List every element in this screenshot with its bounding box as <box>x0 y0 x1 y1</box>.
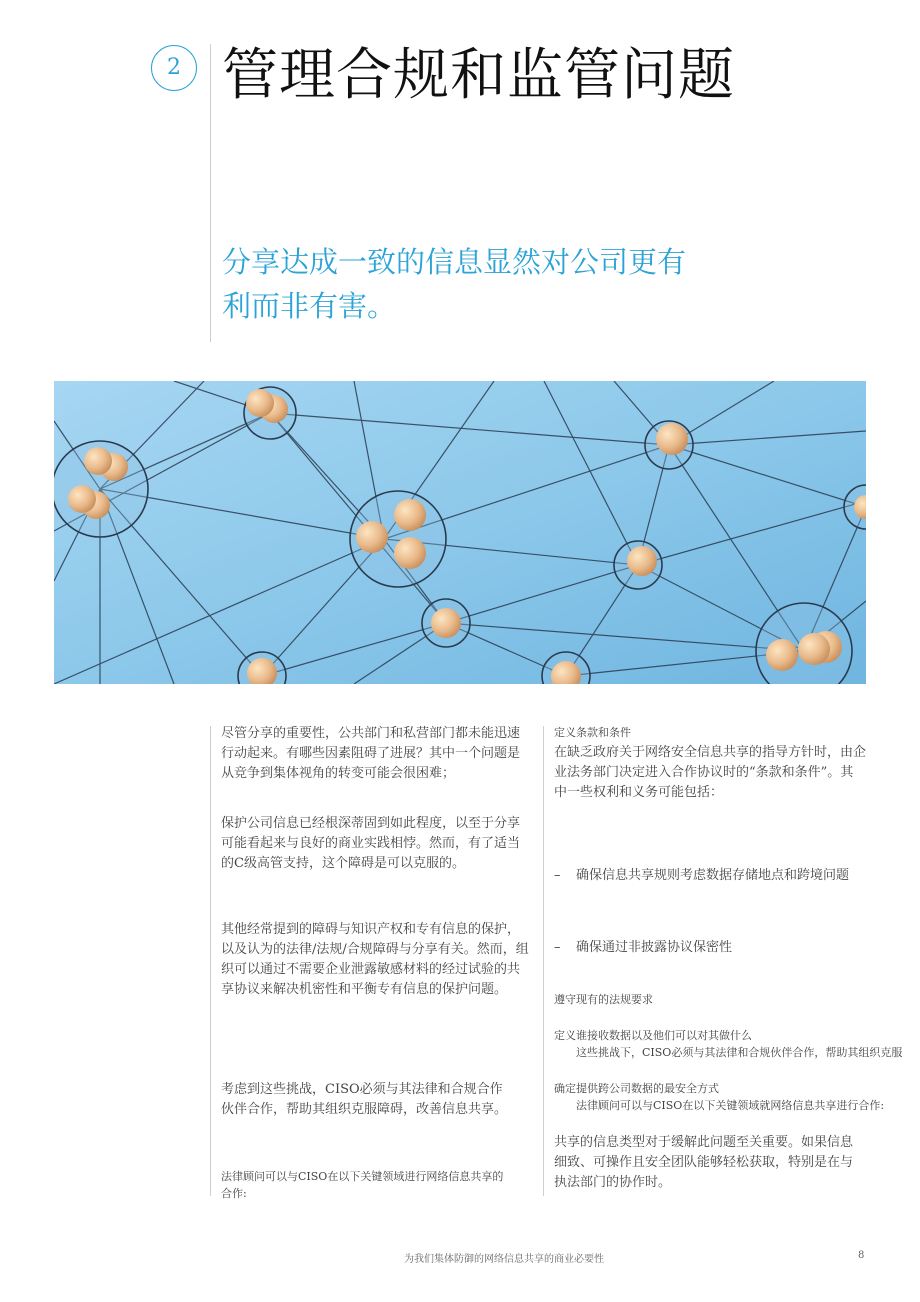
right-paragraph-last: 共享的信息类型对于缓解此问题至关重要。如果信息细致、可操作且安全团队能够轻松获取，特别是在与执法部门的协作时。 <box>554 1135 854 1190</box>
right-paragraph-1: 在缺乏政府关于网络安全信息共享的指导方针时，由企业法务部门决定进入合作协议时的“条款和条件”。其中一些权利和义务可能包括： <box>554 745 867 800</box>
column-divider-left <box>210 726 211 1196</box>
left-paragraph-3: 其他经常提到的障碍与知识产权和专有信息的保护，以及认为的法律/法规/合规障碍与分享有关。然而，组织可以通过不需要企业泄露敏感材料的经过试验的共享协议来解决机密性和平衡专有信息的保护问题。 <box>221 922 529 997</box>
network-hero-image <box>54 381 866 684</box>
header-divider <box>210 44 211 342</box>
bullet-text: 确保信息共享规则考虑数据存储地点和跨境问题 <box>576 868 850 883</box>
left-paragraph-2: 保护公司信息已经根深蒂固到如此程度，以至于分享可能看起来与良好的商业实践相悖。然而，有了适当的C级高管支持，这个障碍是可以克服的。 <box>221 816 521 871</box>
right-heading-recipients: 定义谁接收数据以及他们可以对其做什么 <box>554 1029 752 1042</box>
right-heading-compliance: 遵守现有的法规要求 <box>554 993 653 1006</box>
right-heading-terms: 定义条款和条件 <box>554 726 631 739</box>
network-illustration <box>54 381 866 684</box>
page-title: 管理合规和监管问题 <box>222 43 735 108</box>
bullet-item-1 <box>554 866 854 886</box>
right-indent-text-1: 这些挑战下，CISO必须与其法律和合规伙伴合作，帮助其组织克服 <box>576 1046 903 1059</box>
pull-quote: 分享达成一致的信息显然对公司更有利而非有害。 <box>222 245 687 323</box>
page-number: 8 <box>858 1250 865 1261</box>
bullet-dash: – <box>554 940 561 955</box>
bullet-text: 确保通过非披露协议保密性 <box>576 940 733 955</box>
bullet-item-2 <box>554 938 854 958</box>
section-number-badge: 2 <box>151 45 197 91</box>
left-paragraph-4: 考虑到这些挑战，CISO必须与其法律和合规合作伙伴合作，帮助其组织克服障碍，改善信息共享。 <box>221 1082 508 1117</box>
bullet-dash: – <box>554 868 561 883</box>
right-indent-text-2: 法律顾问可以与CISO在以下关键领域就网络信息共享进行合作: <box>576 1099 885 1112</box>
left-paragraph-5: 法律顾问可以与CISO在以下关键领域进行网络信息共享的合作: <box>221 1170 504 1200</box>
footer-title: 为我们集体防御的网络信息共享的商业必要性 <box>404 1254 604 1265</box>
column-divider-middle <box>543 726 544 1196</box>
left-paragraph-1: 尽管分享的重要性，公共部门和私营部门都未能迅速行动起来。有哪些因素阻碍了进展？其中一个问题是从竞争到集体视角的转变可能会很困难； <box>221 726 521 781</box>
right-heading-safest-way: 确定提供跨公司数据的最安全方式 <box>554 1082 719 1095</box>
